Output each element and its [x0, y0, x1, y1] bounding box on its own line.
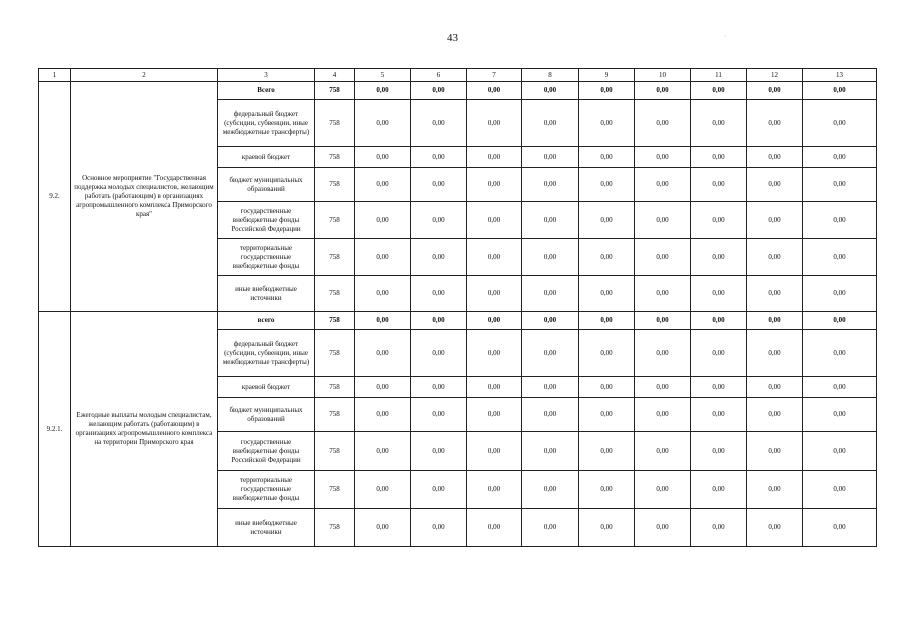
- amount-cell: 0,00: [522, 330, 579, 377]
- amount-cell: 0,00: [691, 239, 747, 276]
- amount-cell: 0,00: [522, 471, 579, 509]
- amount-cell: 0,00: [635, 276, 691, 312]
- amount-cell: 0,00: [803, 100, 877, 147]
- amount-cell: 0,00: [411, 398, 467, 432]
- column-header-5: 5: [355, 69, 411, 82]
- budget-code-cell: 758: [315, 82, 355, 100]
- amount-cell: 0,00: [355, 330, 411, 377]
- amount-cell: 0,00: [579, 432, 635, 471]
- amount-cell: 0,00: [635, 312, 691, 330]
- amount-cell: 0,00: [803, 82, 877, 100]
- amount-cell: 0,00: [355, 398, 411, 432]
- amount-cell: 0,00: [747, 100, 803, 147]
- amount-cell: 0,00: [355, 377, 411, 398]
- amount-cell: 0,00: [522, 377, 579, 398]
- table-row: [39, 82, 877, 100]
- amount-cell: 0,00: [579, 202, 635, 239]
- amount-cell: 0,00: [522, 276, 579, 312]
- funding-source: федеральный бюджет (субсидии, субвенции, иные межбюджетные трансферты): [218, 330, 315, 377]
- amount-cell: 0,00: [522, 432, 579, 471]
- amount-cell: 0,00: [691, 82, 747, 100]
- funding-source: краевой бюджет: [218, 377, 315, 398]
- column-header-9: 9: [579, 69, 635, 82]
- activity-name: Основное мероприятие "Государственная поддержка молодых специалистов, желающим работать (работающим) в организациях агропромышленного комплекса Приморского края": [71, 82, 218, 312]
- funding-source: государственные внебюджетные фонды Российской Федерации: [218, 202, 315, 239]
- column-header-2: 2: [71, 69, 218, 82]
- budget-code-cell: 758: [315, 432, 355, 471]
- column-header-7: 7: [467, 69, 522, 82]
- budget-code-cell: 758: [315, 202, 355, 239]
- column-header-13: 13: [803, 69, 877, 82]
- amount-cell: 0,00: [579, 239, 635, 276]
- funding-source: государственные внебюджетные фонды Российской Федерации: [218, 432, 315, 471]
- column-header-1: 1: [39, 69, 71, 82]
- amount-cell: 0,00: [635, 168, 691, 202]
- amount-cell: 0,00: [747, 168, 803, 202]
- budget-code-cell: 758: [315, 276, 355, 312]
- amount-cell: 0,00: [522, 312, 579, 330]
- amount-cell: 0,00: [803, 398, 877, 432]
- amount-cell: 0,00: [635, 82, 691, 100]
- amount-cell: 0,00: [467, 100, 522, 147]
- amount-cell: 0,00: [355, 312, 411, 330]
- budget-code-cell: 758: [315, 377, 355, 398]
- amount-cell: 0,00: [522, 398, 579, 432]
- budget-code-cell: 758: [315, 147, 355, 168]
- amount-cell: 0,00: [747, 398, 803, 432]
- funding-source: бюджет муниципальных образований: [218, 168, 315, 202]
- amount-cell: 0,00: [579, 82, 635, 100]
- amount-cell: 0,00: [747, 509, 803, 547]
- amount-cell: 0,00: [579, 100, 635, 147]
- amount-cell: 0,00: [691, 312, 747, 330]
- amount-cell: 0,00: [467, 276, 522, 312]
- amount-cell: 0,00: [467, 471, 522, 509]
- amount-cell: 0,00: [747, 147, 803, 168]
- amount-cell: 0,00: [579, 509, 635, 547]
- amount-cell: 0,00: [522, 202, 579, 239]
- amount-cell: 0,00: [411, 330, 467, 377]
- funding-source: территориальные государственные внебюджетные фонды: [218, 239, 315, 276]
- amount-cell: 0,00: [411, 509, 467, 547]
- budget-code-cell: 758: [315, 168, 355, 202]
- amount-cell: 0,00: [355, 147, 411, 168]
- column-header-6: 6: [411, 69, 467, 82]
- amount-cell: 0,00: [747, 276, 803, 312]
- budget-code-cell: 758: [315, 398, 355, 432]
- amount-cell: 0,00: [579, 312, 635, 330]
- column-header-8: 8: [522, 69, 579, 82]
- amount-cell: 0,00: [355, 509, 411, 547]
- amount-cell: 0,00: [691, 202, 747, 239]
- amount-cell: 0,00: [803, 168, 877, 202]
- amount-cell: 0,00: [803, 276, 877, 312]
- amount-cell: 0,00: [579, 147, 635, 168]
- amount-cell: 0,00: [522, 168, 579, 202]
- table-row: [39, 312, 877, 330]
- amount-cell: 0,00: [747, 82, 803, 100]
- amount-cell: 0,00: [522, 509, 579, 547]
- budget-code-cell: 758: [315, 509, 355, 547]
- amount-cell: 0,00: [635, 100, 691, 147]
- amount-cell: 0,00: [411, 432, 467, 471]
- funding-source: федеральный бюджет (субсидии, субвенции, иные межбюджетные трансферты): [218, 100, 315, 147]
- amount-cell: 0,00: [635, 147, 691, 168]
- amount-cell: 0,00: [803, 147, 877, 168]
- amount-cell: 0,00: [522, 82, 579, 100]
- amount-cell: 0,00: [691, 168, 747, 202]
- amount-cell: 0,00: [691, 100, 747, 147]
- funding-source: иные внебюджетные источники: [218, 509, 315, 547]
- amount-cell: 0,00: [355, 100, 411, 147]
- amount-cell: 0,00: [803, 377, 877, 398]
- amount-cell: 0,00: [803, 432, 877, 471]
- amount-cell: 0,00: [467, 147, 522, 168]
- budget-code-cell: 758: [315, 471, 355, 509]
- amount-cell: 0,00: [355, 471, 411, 509]
- amount-cell: 0,00: [803, 471, 877, 509]
- amount-cell: 0,00: [747, 432, 803, 471]
- column-header-4: 4: [315, 69, 355, 82]
- amount-cell: 0,00: [467, 168, 522, 202]
- amount-cell: 0,00: [411, 147, 467, 168]
- amount-cell: 0,00: [411, 100, 467, 147]
- row-code: 9.2.: [39, 82, 71, 312]
- budget-code-cell: 758: [315, 100, 355, 147]
- amount-cell: 0,00: [522, 147, 579, 168]
- amount-cell: 0,00: [803, 202, 877, 239]
- amount-cell: 0,00: [747, 330, 803, 377]
- amount-cell: 0,00: [747, 239, 803, 276]
- amount-cell: 0,00: [467, 509, 522, 547]
- amount-cell: 0,00: [411, 471, 467, 509]
- amount-cell: 0,00: [579, 398, 635, 432]
- funding-source: иные внебюджетные источники: [218, 276, 315, 312]
- header-row: [39, 69, 877, 82]
- amount-cell: 0,00: [467, 82, 522, 100]
- amount-cell: 0,00: [355, 276, 411, 312]
- amount-cell: 0,00: [579, 471, 635, 509]
- amount-cell: 0,00: [691, 377, 747, 398]
- funding-source: краевой бюджет: [218, 147, 315, 168]
- amount-cell: 0,00: [691, 471, 747, 509]
- amount-cell: 0,00: [467, 330, 522, 377]
- amount-cell: 0,00: [803, 239, 877, 276]
- amount-cell: 0,00: [691, 330, 747, 377]
- amount-cell: 0,00: [355, 239, 411, 276]
- budget-code-cell: 758: [315, 312, 355, 330]
- amount-cell: 0,00: [635, 432, 691, 471]
- amount-cell: 0,00: [411, 377, 467, 398]
- amount-cell: 0,00: [467, 398, 522, 432]
- page-number: 43: [447, 32, 458, 44]
- amount-cell: 0,00: [635, 471, 691, 509]
- amount-cell: 0,00: [635, 330, 691, 377]
- column-header-12: 12: [747, 69, 803, 82]
- amount-cell: 0,00: [635, 398, 691, 432]
- amount-cell: 0,00: [635, 377, 691, 398]
- amount-cell: 0,00: [635, 239, 691, 276]
- funding-source: Всего: [218, 82, 315, 100]
- amount-cell: 0,00: [691, 147, 747, 168]
- budget-code-cell: 758: [315, 330, 355, 377]
- amount-cell: 0,00: [467, 312, 522, 330]
- budget-code-cell: 758: [315, 239, 355, 276]
- budget-table: [38, 68, 877, 547]
- funding-source: всего: [218, 312, 315, 330]
- amount-cell: 0,00: [803, 312, 877, 330]
- row-code: 9.2.1.: [39, 312, 71, 547]
- amount-cell: 0,00: [522, 100, 579, 147]
- scan-artifact-dot: ·: [724, 34, 726, 40]
- amount-cell: 0,00: [635, 509, 691, 547]
- amount-cell: 0,00: [411, 202, 467, 239]
- amount-cell: 0,00: [579, 330, 635, 377]
- amount-cell: 0,00: [411, 239, 467, 276]
- amount-cell: 0,00: [355, 202, 411, 239]
- amount-cell: 0,00: [803, 330, 877, 377]
- amount-cell: 0,00: [355, 432, 411, 471]
- amount-cell: 0,00: [411, 276, 467, 312]
- amount-cell: 0,00: [691, 432, 747, 471]
- amount-cell: 0,00: [579, 377, 635, 398]
- amount-cell: 0,00: [411, 168, 467, 202]
- amount-cell: 0,00: [467, 202, 522, 239]
- column-header-3: 3: [218, 69, 315, 82]
- funding-source: территориальные государственные внебюджетные фонды: [218, 471, 315, 509]
- amount-cell: 0,00: [635, 202, 691, 239]
- column-header-10: 10: [635, 69, 691, 82]
- amount-cell: 0,00: [411, 82, 467, 100]
- amount-cell: 0,00: [467, 432, 522, 471]
- amount-cell: 0,00: [355, 168, 411, 202]
- amount-cell: 0,00: [522, 239, 579, 276]
- amount-cell: 0,00: [579, 168, 635, 202]
- amount-cell: 0,00: [691, 276, 747, 312]
- amount-cell: 0,00: [747, 471, 803, 509]
- activity-name: Ежегодные выплаты молодым специалистам, желающим работать (работающим) в организациях агропромышленного комплекса на территории Приморского края: [71, 312, 218, 547]
- column-header-11: 11: [691, 69, 747, 82]
- amount-cell: 0,00: [747, 377, 803, 398]
- amount-cell: 0,00: [467, 377, 522, 398]
- amount-cell: 0,00: [579, 276, 635, 312]
- amount-cell: 0,00: [747, 202, 803, 239]
- amount-cell: 0,00: [691, 509, 747, 547]
- funding-source: бюджет муниципальных образований: [218, 398, 315, 432]
- amount-cell: 0,00: [691, 398, 747, 432]
- amount-cell: 0,00: [355, 82, 411, 100]
- amount-cell: 0,00: [803, 509, 877, 547]
- amount-cell: 0,00: [467, 239, 522, 276]
- amount-cell: 0,00: [747, 312, 803, 330]
- amount-cell: 0,00: [411, 312, 467, 330]
